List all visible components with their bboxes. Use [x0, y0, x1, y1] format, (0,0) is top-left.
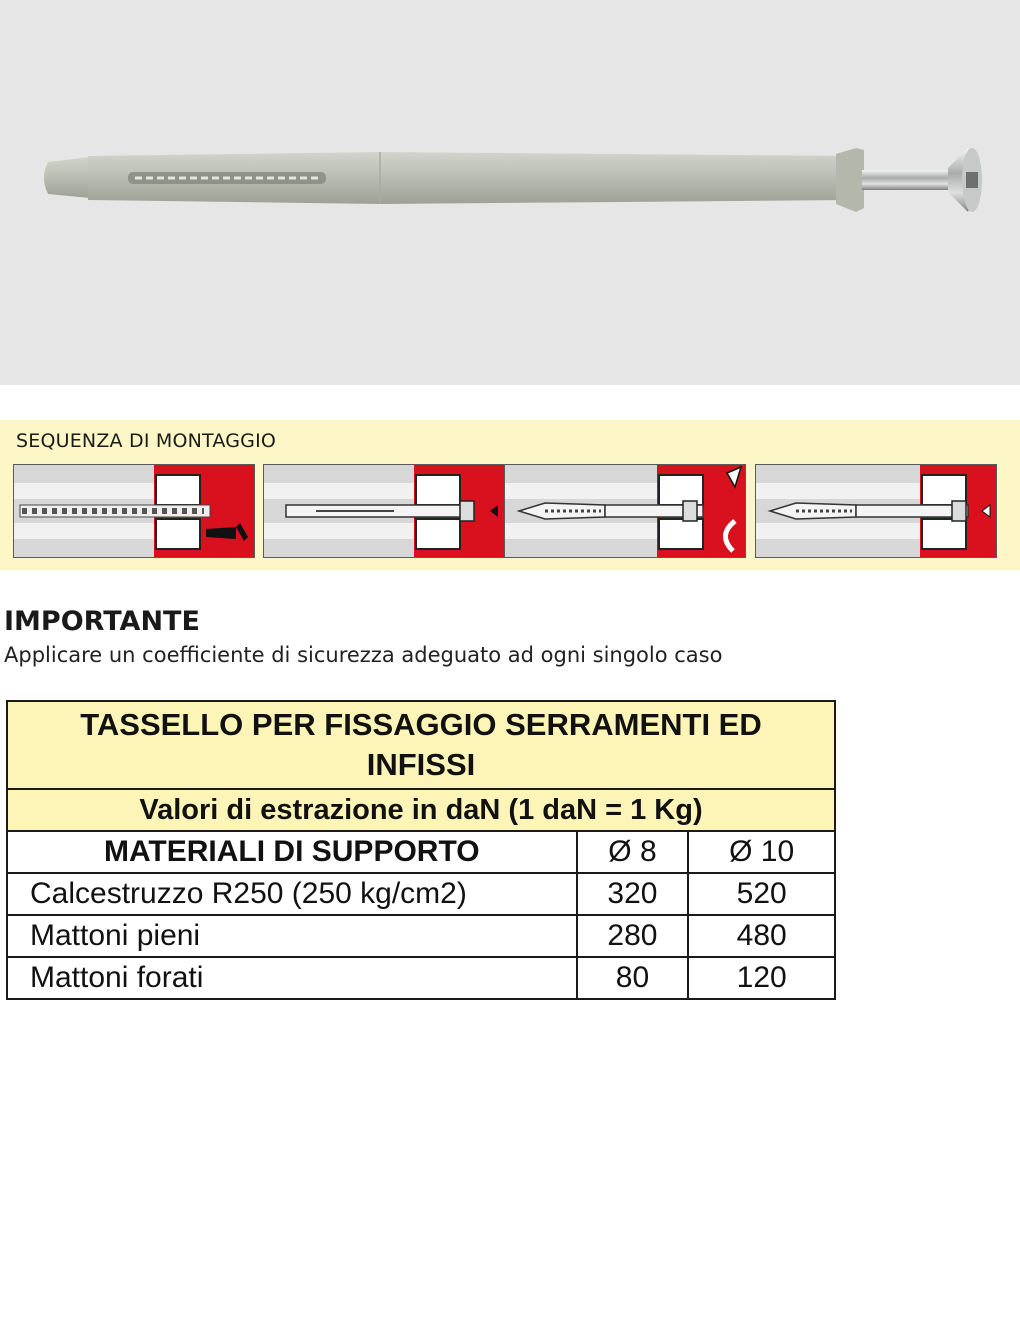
table-subtitle: Valori di estrazione in daN (1 daN = 1 Kg) [7, 789, 835, 831]
product-photo [0, 0, 1020, 385]
sequence-title: SEQUENZA DI MONTAGGIO [16, 430, 277, 452]
drilling-illustration [14, 465, 254, 557]
row-value-d8: 80 [577, 957, 689, 999]
important-heading: IMPORTANTE [4, 606, 200, 637]
assembly-sequence [0, 420, 1020, 570]
fixed-illustration [756, 465, 996, 557]
row-material: Mattoni forati [7, 957, 577, 999]
header-diameter-8: Ø 8 [577, 831, 689, 873]
frame-anchor-image [0, 0, 1020, 385]
screwing-illustration [505, 465, 745, 557]
table-row [7, 957, 835, 999]
table-row [7, 915, 835, 957]
row-value-d10: 520 [688, 873, 835, 915]
table-row [7, 873, 835, 915]
table-subtitle-row [7, 789, 835, 831]
row-material: Calcestruzzo R250 (250 kg/cm2) [7, 873, 577, 915]
row-value-d8: 320 [577, 873, 689, 915]
extraction-values-table [6, 700, 836, 1000]
header-diameter-10: Ø 10 [688, 831, 835, 873]
header-material: MATERIALI DI SUPPORTO [7, 831, 577, 873]
insertion-illustration [264, 465, 504, 557]
row-material: Mattoni pieni [7, 915, 577, 957]
assembly-step-4 [755, 464, 997, 558]
assembly-step-1 [13, 464, 255, 558]
table-title-row [7, 701, 835, 789]
assembly-step-3 [504, 464, 746, 558]
important-note: Applicare un coefficiente di sicurezza adeguato ad ogni singolo caso [4, 643, 723, 667]
row-value-d10: 120 [688, 957, 835, 999]
row-value-d10: 480 [688, 915, 835, 957]
assembly-step-2 [263, 464, 505, 558]
row-value-d8: 280 [577, 915, 689, 957]
table-title: TASSELLO PER FISSAGGIO SERRAMENTI ED INFISSI [7, 701, 835, 789]
table-header-row [7, 831, 835, 873]
